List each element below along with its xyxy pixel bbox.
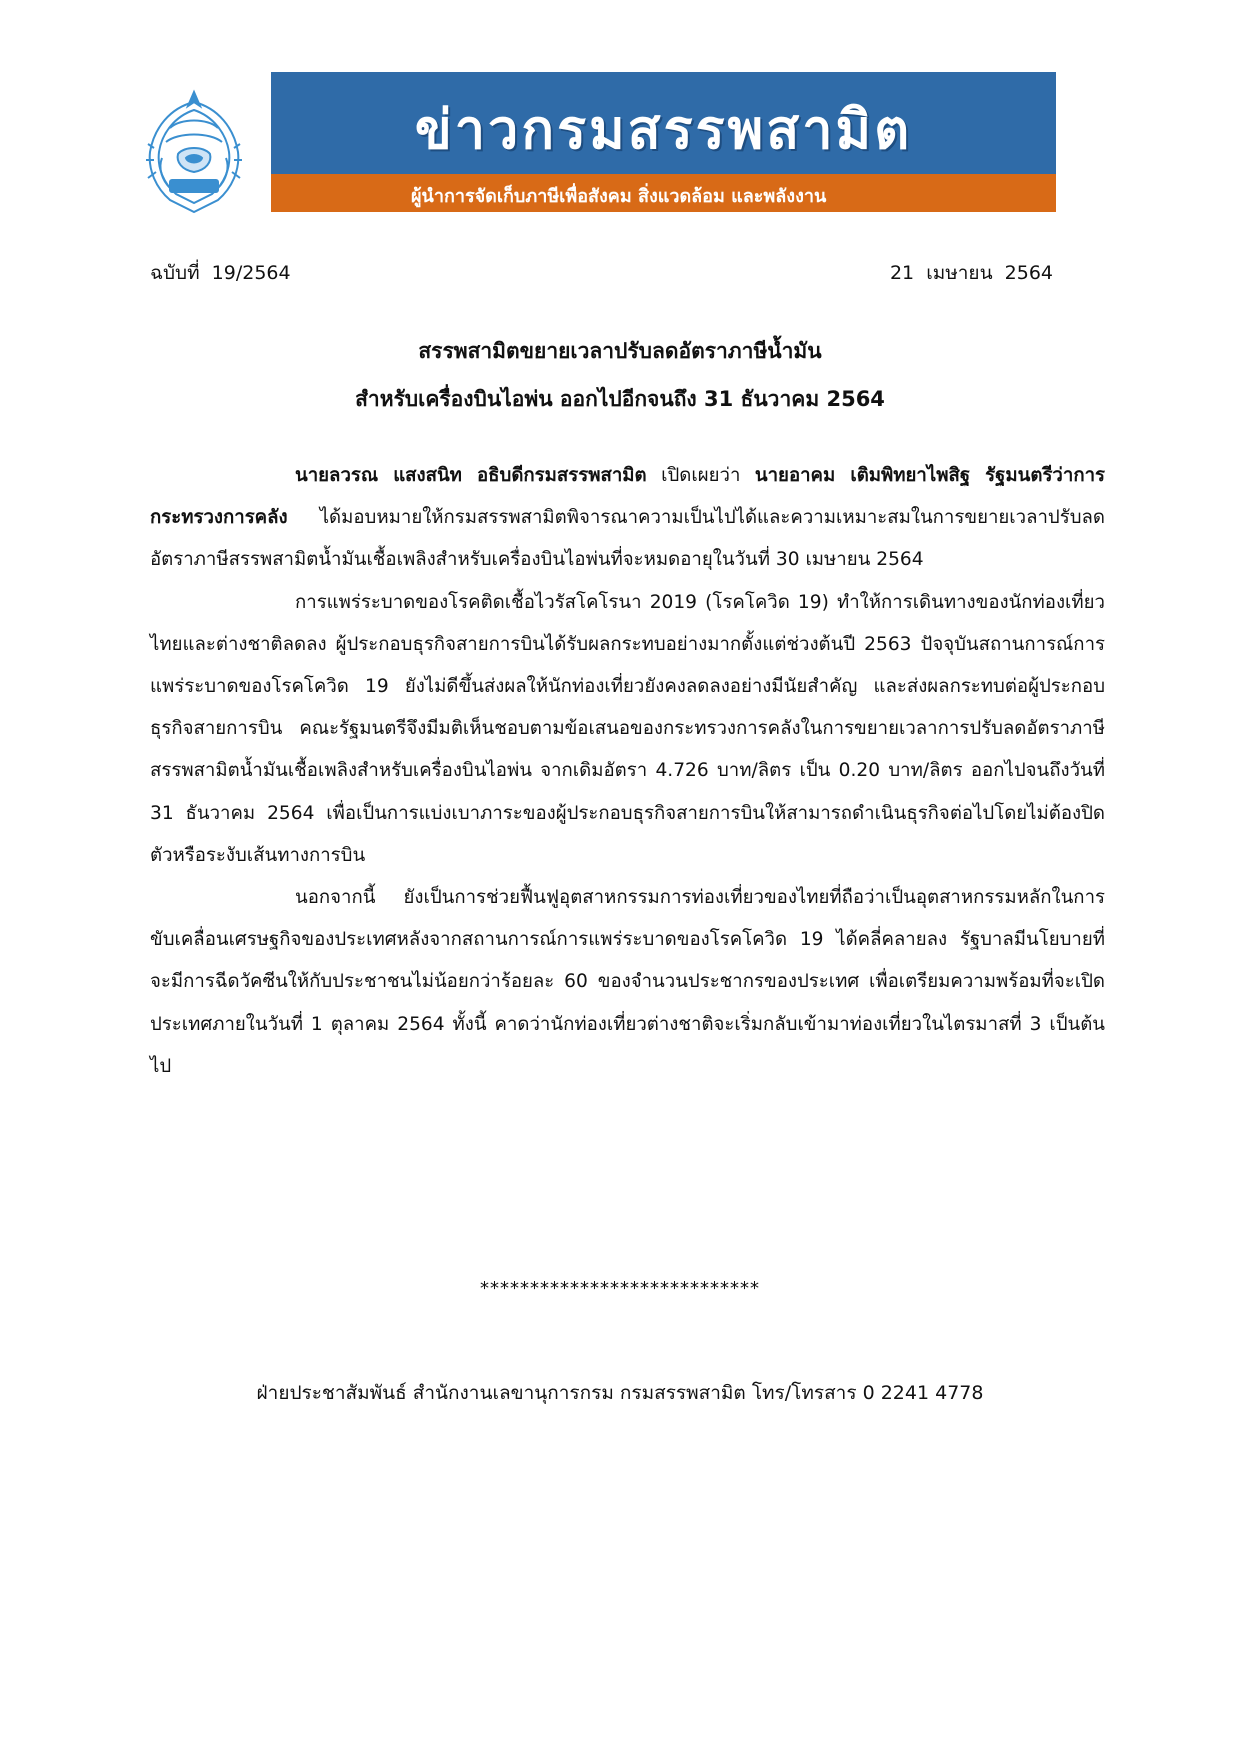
separator-stars: **************************** bbox=[480, 1278, 760, 1299]
paragraph-1-text-a: เปิดเผยว่า bbox=[646, 465, 755, 486]
headline-line-1: สรรพสามิตขยายเวลาปรับลดอัตราภาษีน้ำมัน bbox=[418, 339, 822, 363]
issue-number: ฉบับที่ 19/2564 bbox=[150, 262, 291, 284]
minister-name: นายอาคม เติมพิทยาไพสิฐ รัฐมนตรีว่าการกระทรวงการคลัง bbox=[150, 465, 1106, 529]
banner-slogan-bar bbox=[271, 174, 1056, 212]
issue-date: 21 เมษายน 2564 bbox=[889, 262, 1053, 284]
headline-line-2: สำหรับเครื่องบินไอพ่น ออกไปอีกจนถึง 31 ธันวาคม 2564 bbox=[355, 387, 885, 411]
banner-title-bar bbox=[271, 72, 1056, 174]
contact-line: ฝ่ายประชาสัมพันธ์ สำนักงานเลขานุการกรม กรมสรรพสามิต โทร/โทรสาร 0 2241 4778 bbox=[256, 1382, 984, 1404]
header-banner bbox=[271, 72, 1056, 212]
excise-department-seal-icon bbox=[140, 88, 248, 216]
paragraph-1-text-b: ได้มอบหมายให้กรมสรรพสามิตพิจารณาความเป็นไปได้และความเหมาะสมในการขยายเวลาปรับลดอัตราภาษีสรรพสามิตน้ำมันเชื้อเพลิงสำหรับเครื่องบินไอพ่นที่จะหมดอายุในวันที่ 30 เมษายน 2564 bbox=[150, 507, 1105, 571]
news-body bbox=[150, 455, 1105, 1088]
director-name: นายลวรณ แสงสนิท อธิบดีกรมสรรพสามิต bbox=[295, 465, 647, 486]
banner-title: ข่าวกรมสรรพสามิต bbox=[414, 98, 913, 161]
banner-slogan: ผู้นำการจัดเก็บภาษีเพื่อสังคม สิ่งแวดล้อม และพลังงาน bbox=[411, 186, 827, 207]
paragraph-3: นอกจากนี้ ยังเป็นการช่วยฟื้นฟูอุตสาหกรรมการท่องเที่ยวของไทยที่ถือว่าเป็นอุตสาหกรรมหลักในการขับเคลื่อนเศรษฐกิจของประเทศหลังจากสถานการณ์การแพร่ระบาดของโรคโควิด 19 ได้คลี่คลายลง รัฐบาลมีนโยบายที่จะมีการฉีดวัคซีนให้กับประชาชนไม่น้อยกว่าร้อยละ 60 ของจำนวนประชากรของประเทศ เพื่อเตรียมความพร้อมที่จะเปิดประเทศภายในวันที่ 1 ตุลาคม 2564 ทั้งนี้ คาดว่านักท่องเที่ยวต่างชาติจะเริ่มกลับเข้ามาท่องเที่ยวในไตรมาสที่ 3 เป็นต้นไป bbox=[150, 887, 1105, 1077]
paragraph-1 bbox=[150, 455, 1105, 582]
paragraph-2: การแพร่ระบาดของโรคติดเชื้อไวรัสโคโรนา 2019 (โรคโควิด 19) ทำให้การเดินทางของนักท่องเที่ยวไทยและต่างชาติลดลง ผู้ประกอบธุรกิจสายการบินได้รับผลกระทบอย่างมากตั้งแต่ช่วงต้นปี 2563 ปัจจุบันสถานการณ์การแพร่ระบาดของโรคโควิด 19 ยังไม่ดีขึ้นส่งผลให้นักท่องเที่ยวยังคงลดลงอย่างมีนัยสำคัญ และส่งผลกระทบต่อผู้ประกอบธุรกิจสายการบิน คณะรัฐมนตรีจึงมีมติเห็นชอบตามข้อเสนอของกระทรวงการคลังในการขยายเวลาการปรับลดอัตราภาษีสรรพสามิตน้ำมันเชื้อเพลิงสำหรับเครื่องบินไอพ่น จากเดิมอัตรา 4.726 บาท/ลิตร เป็น 0.20 บาท/ลิตร ออกไปจนถึงวันที่ 31 ธันวาคม 2564 เพื่อเป็นการแบ่งเบาภาระของผู้ประกอบธุรกิจสายการบินให้สามารถดำเนินธุรกิจต่อไปโดยไม่ต้องปิดตัวหรือระงับเส้นทางการบิน bbox=[150, 591, 1105, 866]
